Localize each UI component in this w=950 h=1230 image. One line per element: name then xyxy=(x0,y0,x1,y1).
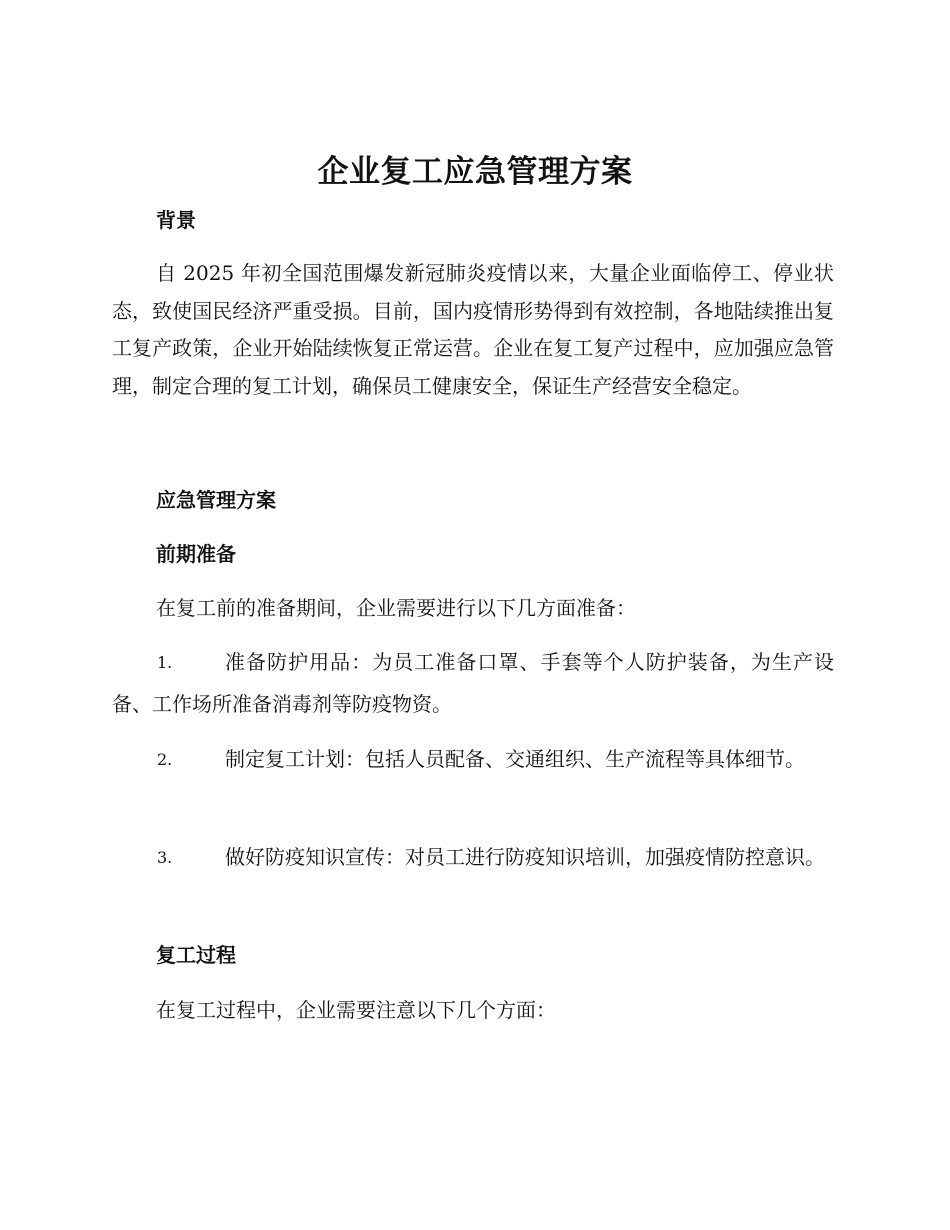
list-item xyxy=(112,642,834,725)
list-item xyxy=(112,837,834,879)
list-item-text: 制定复工计划：包括人员配备、交通组织、生产流程等具体细节。 xyxy=(225,747,805,771)
section-heading-preparation: 前期准备 xyxy=(156,542,236,566)
list-item xyxy=(112,739,834,781)
list-item-text: 准备防护用品：为员工准备口罩、手套等个人防护装备，为生产设备、工作场所准备消毒剂等防疫物资。 xyxy=(112,650,834,716)
process-intro: 在复工过程中，企业需要注意以下几个方面： xyxy=(156,998,556,1022)
background-paragraph: 自 2025 年初全国范围爆发新冠肺炎疫情以来，大量企业面临停工、停业状态，致使国民经济严重受损。目前，国内疫情形势得到有效控制，各地陆续推出复工复产政策，企业开始陆续恢复正常运营。企业在复工复产过程中，应加强应急管理，制定合理的复工计划，确保员工健康安全，保证生产经营安全稳定。 xyxy=(112,261,834,398)
list-item-number: 1. xyxy=(157,653,173,672)
document-title: 企业复工应急管理方案 xyxy=(317,154,633,190)
list-item-text: 做好防疫知识宣传：对员工进行防疫知识培训，加强疫情防控意识。 xyxy=(225,845,825,869)
list-item-number: 3. xyxy=(157,848,173,867)
section-heading-plan: 应急管理方案 xyxy=(156,488,276,512)
section-heading-process: 复工过程 xyxy=(156,943,236,967)
list-item-number: 2. xyxy=(157,750,173,769)
preparation-intro: 在复工前的准备期间，企业需要进行以下几方面准备： xyxy=(156,596,636,620)
section-heading-background: 背景 xyxy=(156,208,196,232)
